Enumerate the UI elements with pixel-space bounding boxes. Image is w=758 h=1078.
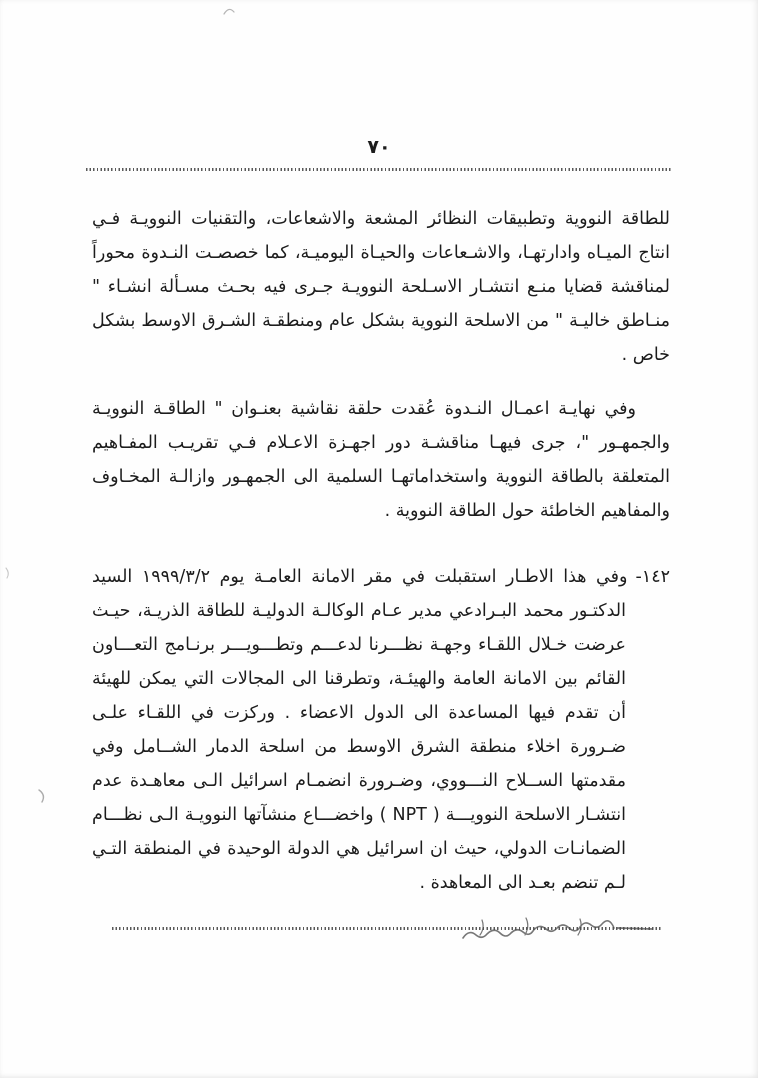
paragraph-number: ١٤٢- — [635, 567, 670, 587]
scan-artifact — [222, 6, 236, 18]
page-number: ٧٠ — [367, 136, 391, 158]
paragraph-text: وفي هذا الاطـار استقبلت في مقر الامانة العامـة يوم ١٩٩٩/٣/٢ السيد الدكتـور محمد البـرادعي مدير عـام الوكالـة الدوليـة للطاقة الذريـة، حيـث عرضت خـلال اللقـاء وجهـة نظـــرنا لدعـــم وتطـــويـــر برنـامج التعـــاون القائم بين الامانة العامة والهيئـة، وتطرقنا الى المجالات التي يمكن للهيئة أن تقدم فيها المساعدة الى الدول الاعضاء . وركزت في اللقـاء علـى ضـرورة اخلاء منطقة الشرق الاوسط من اسلحة الدمار الشــامل وفي مقدمتها الســلاح النـــووي، وضـرورة انضمـام اسرائيل الـى معاهـدة عدم انتشـار الاسلحة النوويـــة ( NPT ) واخضـــاع منشآتها النوويـة الـى نظـــام الضمانـات الدولي، حيث ان اسرائيل هي الدولة الوحيدة في المنطقة التـي لـم تنضم بعـد الى المعاهدة . — [92, 567, 628, 893]
handwritten-annotation — [430, 907, 656, 947]
numbered-paragraph — [92, 560, 670, 900]
paragraph: وفي نهايـة اعمـال النـدوة عُقدت حلقة نقاشية بعنـوان " الطاقـة النوويـة والجمهـور "، جرى فيهـا مناقشـة دور اجهـزة الاعـلام فـي تقريـب المفـاهيم المتعلقة بالطاقة النووية واستخداماتهـا السلمية الى الجمهـور وازالـة المخـاوف والمفاهيم الخاطئة حول الطاقة النووية . — [92, 399, 670, 521]
top-divider — [86, 168, 673, 171]
scan-artifact — [4, 566, 12, 580]
scan-artifact — [36, 788, 48, 804]
page-content — [92, 196, 670, 900]
paragraph: للطاقة النووية وتطبيقات النظائر المشعة والاشعاعات، والتقنيات النوويـة فـي انتاج الميـاه وادارتهـا، والاشـعاعات والحيـاة اليوميـة، كما خصصـت النـدوة محوراً لمناقشة قضايا منـع انتشـار الاسـلحة النوويـة جـرى فيه بحـث مسـألة انشـاء " منـاطق خاليـة " من الاسلحة النووية بشكل عام ومنطقـة الشـرق الاوسط بشكل خاص . — [92, 209, 670, 365]
